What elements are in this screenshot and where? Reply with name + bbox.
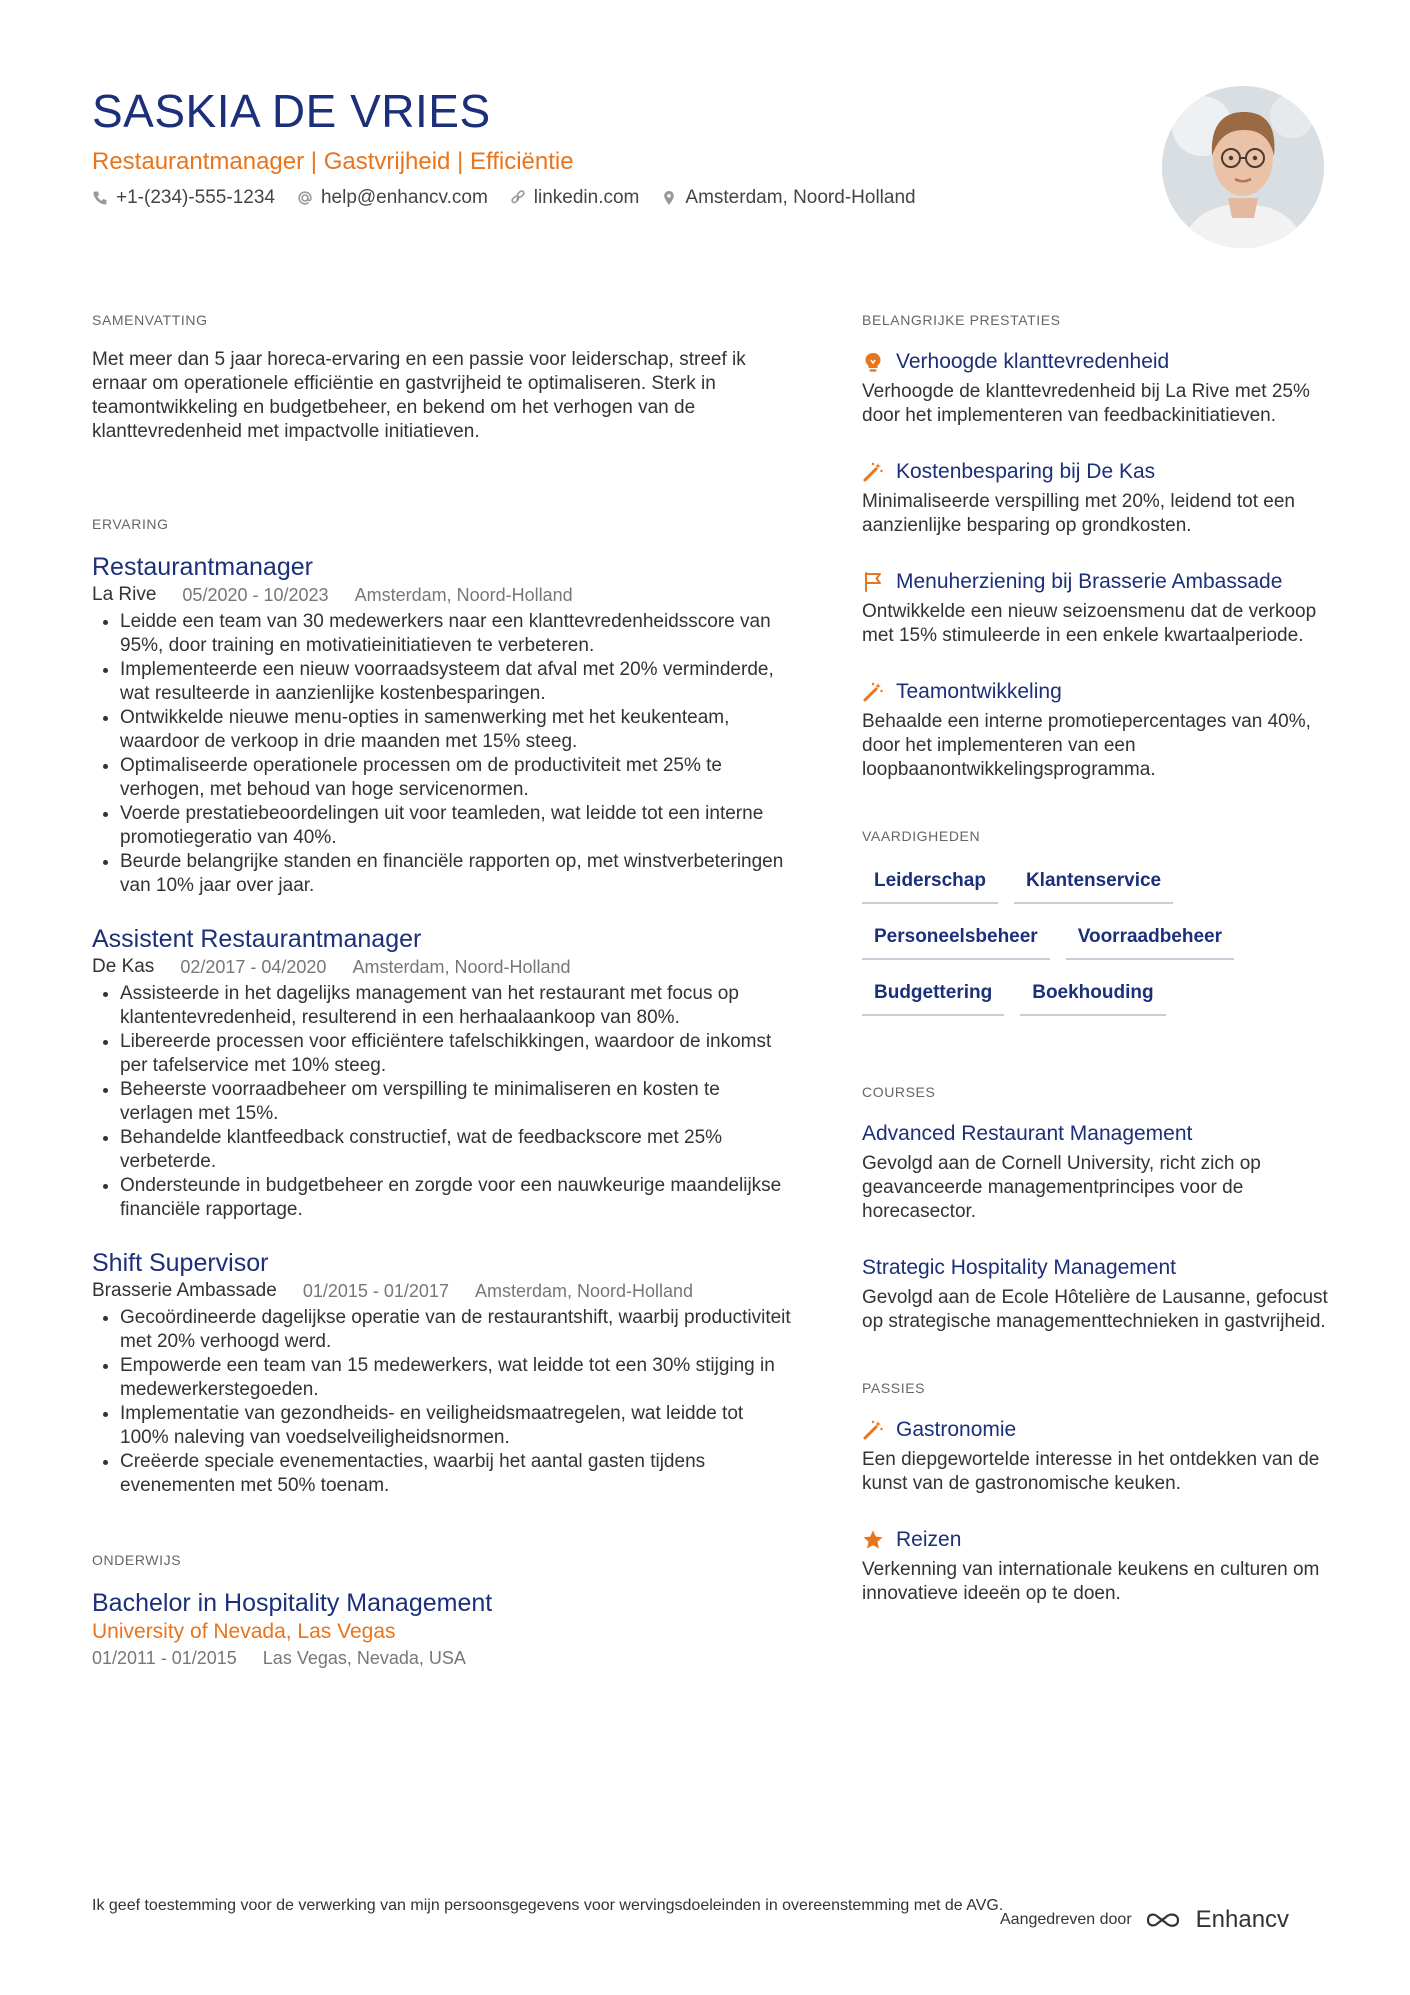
- skills-section: [862, 828, 1332, 1016]
- job-location: Amsterdam, Noord-Holland: [352, 957, 571, 977]
- magic-wand-icon: [862, 681, 884, 703]
- at-icon: [297, 190, 313, 206]
- passion-header: [862, 1416, 1332, 1444]
- course-desc: Gevolgd aan de Cornell University, richt zich op geavanceerde managementprincipes voor de horecasector.: [862, 1153, 1261, 1222]
- job-company: Brasserie Ambassade: [92, 1280, 277, 1301]
- job-title: Shift Supervisor: [92, 1249, 269, 1277]
- job-bullets: [92, 982, 792, 1222]
- skill-tag: Voorraadbeheer: [1066, 920, 1234, 960]
- course-desc: Gevolgd aan de Ecole Hôtelière de Lausanne, gefocust op strategische managementtechnieken in gastvrijheid.: [862, 1287, 1328, 1332]
- achievement-title: Kostenbesparing bij De Kas: [896, 460, 1156, 483]
- passion-item: [862, 1416, 1332, 1496]
- course-list: [862, 1120, 1332, 1334]
- education-dates: 01/2011 - 01/2015: [92, 1648, 237, 1668]
- job-bullet: • Leidde een team van 30 medewerkers naar een klanttevredenheidsscore van 95%, door training en motivatieinitiatieven te verbeteren.: [120, 610, 792, 658]
- achievements-heading: BELANGRIJKE PRESTATIES: [862, 312, 1061, 328]
- achievement-header: [862, 348, 1332, 376]
- job-bullet: • Beurde belangrijke standen en financiële rapporten op, met winstverbeteringen van 10% jaar over jaar.: [120, 850, 792, 898]
- job-bullet: • Creëerde speciale evenementacties, waarbij het aantal gasten tijdens evenementen met 50% toenam.: [120, 1450, 792, 1498]
- course-item: [862, 1254, 1332, 1334]
- job-bullet: • Ontwikkelde nieuwe menu-opties in samenwerking met het keukenteam, waardoor de verkoop in drie maanden met 15% steeg.: [120, 706, 792, 754]
- passions-heading: PASSIES: [862, 1380, 926, 1396]
- achievements-section: [862, 312, 1332, 782]
- phone-icon: [92, 190, 108, 206]
- course-item: [862, 1120, 1332, 1224]
- education-section: [92, 1552, 792, 1670]
- achievement-title: Menuherziening bij Brasserie Ambassade: [896, 570, 1283, 593]
- left-column: [92, 312, 792, 1670]
- consent-note: Ik geef toestemming voor de verwerking van mijn persoonsgegevens voor wervingsdoeleinden in overeenstemming met de AVG.: [92, 1897, 1004, 1914]
- job-meta: [92, 582, 792, 608]
- job-entry: [92, 1248, 792, 1498]
- achievement-header: [862, 458, 1332, 486]
- achievement-item: [862, 458, 1332, 538]
- job-dates: 01/2015 - 01/2017: [302, 1281, 449, 1301]
- achievement-desc: Ontwikkelde een nieuw seizoensmenu dat de verkoop met 15% stimuleerde in een enkele kwartaalperiode.: [862, 601, 1317, 646]
- achievement-list: [862, 348, 1332, 782]
- phone-text: +1-(234)-555-1234: [116, 187, 275, 208]
- passion-list: [862, 1416, 1332, 1606]
- job-bullet: • Assisteerde in het dagelijks management van het restaurant met focus op klantentevredenheid, resulterend in een herhaalaankoop van 80%.: [120, 982, 792, 1030]
- courses-section: [862, 1084, 1332, 1334]
- job-bullet: • Implementatie van gezondheids- en veiligheidsmaatregelen, wat leidde tot 100% naleving van voedselveiligheidsnormen.: [120, 1402, 792, 1450]
- location-pin-icon: [661, 190, 677, 206]
- contact-linkedin[interactable]: [510, 187, 640, 209]
- job-bullets: [92, 1306, 792, 1498]
- achievement-title: Verhoogde klanttevredenheid: [896, 350, 1170, 373]
- job-bullet: • Ondersteunde in budgetbeheer en zorgde voor een nauwkeurige maandelijkse financiële rapportage.: [120, 1174, 792, 1222]
- contact-bar: [92, 187, 916, 209]
- passion-title: Gastronomie: [896, 1418, 1017, 1441]
- location-text: Amsterdam, Noord-Holland: [685, 187, 916, 208]
- job-company: La Rive: [92, 584, 157, 605]
- job-bullet: • Empowerde een team van 15 medewerkers, wat leidde tot een 30% stijging in medewerkerstegoeden.: [120, 1354, 792, 1402]
- education-location: Las Vegas, Nevada, USA: [262, 1648, 466, 1668]
- candidate-name: SASKIA DE VRIES: [92, 85, 491, 137]
- skill-tag: Leiderschap: [862, 864, 998, 904]
- headline: Restaurantmanager | Gastvrijheid | Efficiëntie: [92, 148, 574, 175]
- achievement-item: [862, 568, 1332, 648]
- magic-wand-icon: [862, 1419, 884, 1441]
- powered-by-label: Aangedreven door: [1000, 1911, 1132, 1928]
- course-title: Strategic Hospitality Management: [862, 1256, 1176, 1279]
- job-meta: [92, 954, 792, 980]
- achievement-header: [862, 678, 1332, 706]
- skill-tag: Personeelsbeheer: [862, 920, 1050, 960]
- job-company: De Kas: [92, 956, 155, 977]
- brand-logo[interactable]: [1144, 1906, 1289, 1934]
- achievement-desc: Minimaliseerde verspilling met 20%, leidend tot een aanzienlijke besparing op grondkosten.: [862, 491, 1296, 536]
- job-bullet: • Behandelde klantfeedback constructief, wat de feedbackscore met 25% verbeterde.: [120, 1126, 792, 1174]
- job-location: Amsterdam, Noord-Holland: [354, 585, 573, 605]
- infinity-logo-icon: [1144, 1909, 1188, 1931]
- achievement-title: Teamontwikkeling: [896, 680, 1062, 703]
- summary-heading: SAMENVATTING: [92, 312, 208, 328]
- education-heading: ONDERWIJS: [92, 1552, 182, 1568]
- job-bullet: • Optimaliseerde operationele processen om de productiviteit met 25% te verhogen, met behoud van hoge servicenormen.: [120, 754, 792, 802]
- job-dates: 05/2020 - 10/2023: [182, 585, 329, 605]
- passion-header: [862, 1526, 1332, 1554]
- job-bullet: • Voerde prestatiebeoordelingen uit voor teamleden, wat leidde tot een interne promotiegeratio van 40%.: [120, 802, 792, 850]
- skill-tag: Budgettering: [862, 976, 1004, 1016]
- flag-icon: [862, 571, 884, 593]
- achievement-item: [862, 678, 1332, 782]
- powered-by: [1000, 1906, 1289, 1934]
- job-title: Assistent Restaurantmanager: [92, 925, 422, 953]
- passion-desc: Verkenning van internationale keukens en culturen om innovatieve ideeën op te doen.: [862, 1559, 1320, 1604]
- job-location: Amsterdam, Noord-Holland: [474, 1281, 694, 1301]
- job-bullet: • Gecoördineerde dagelijkse operatie van de restaurantshift, waarbij productiviteit met 20% verhoogd werd.: [120, 1306, 792, 1354]
- experience-heading: ERVARING: [92, 516, 169, 532]
- skill-list: [862, 864, 1302, 1016]
- right-column: [862, 312, 1332, 1636]
- contact-phone: [92, 187, 275, 209]
- passion-desc: Een diepgewortelde interesse in het ontdekken van de kunst van de gastronomische keuken.: [862, 1449, 1320, 1494]
- summary-text: Met meer dan 5 jaar horeca-ervaring en een passie voor leiderschap, streef ik ernaar om operationele efficiëntie en gastvrijheid te optimaliseren. Sterk in teamontwikkeling en budgetbeheer, en bekend om het verhogen van de klanttevredenheid met impactvolle initiatieven.: [92, 349, 746, 442]
- education-degree: Bachelor in Hospitality Management: [92, 1589, 493, 1617]
- achievement-item: [862, 348, 1332, 428]
- passions-section: [862, 1380, 1332, 1606]
- skill-tag: Klantenservice: [1014, 864, 1173, 904]
- brand-name: Enhancv: [1195, 1906, 1290, 1933]
- courses-heading: COURSES: [862, 1084, 936, 1100]
- course-title: Advanced Restaurant Management: [862, 1122, 1193, 1145]
- job-meta: [92, 1278, 792, 1304]
- experience-section: [92, 516, 792, 1498]
- job-entry: [92, 552, 792, 898]
- achievement-header: [862, 568, 1332, 596]
- contact-email[interactable]: [297, 187, 488, 209]
- magic-wand-icon: [862, 461, 884, 483]
- link-icon: [510, 190, 526, 206]
- contact-location: [661, 187, 915, 209]
- linkedin-text[interactable]: linkedin.com: [533, 187, 640, 208]
- education-meta: [92, 1646, 792, 1670]
- email-text[interactable]: help@enhancv.com: [320, 187, 488, 208]
- lightbulb-icon: [862, 351, 884, 373]
- achievement-desc: Behaalde een interne promotiepercentages van 40%, door het implementeren van een loopbaanontwikkelingsprogramma.: [862, 711, 1311, 780]
- summary-section: [92, 312, 792, 444]
- job-bullets: [92, 610, 792, 898]
- passion-item: [862, 1526, 1332, 1606]
- skill-tag: Boekhouding: [1020, 976, 1165, 1016]
- job-entry: [92, 924, 792, 1222]
- skills-heading: VAARDIGHEDEN: [862, 828, 981, 844]
- job-bullet: • Libereerde processen voor efficiëntere tafelschikkingen, waardoor de inkomst per tafelservice met 10% steeg.: [120, 1030, 792, 1078]
- job-list: [92, 552, 792, 1498]
- job-dates: 02/2017 - 04/2020: [180, 957, 327, 977]
- education-school: University of Nevada, Las Vegas: [92, 1620, 396, 1643]
- profile-photo: [1162, 86, 1324, 248]
- star-icon: [862, 1529, 884, 1551]
- job-title: Restaurantmanager: [92, 553, 313, 581]
- job-bullet: • Beheerste voorraadbeheer om verspilling te minimaliseren en kosten te verlagen met 15%.: [120, 1078, 792, 1126]
- job-bullet: • Implementeerde een nieuw voorraadsysteem dat afval met 20% verminderde, wat resulteerde in aanzienlijke kostenbesparingen.: [120, 658, 792, 706]
- passion-title: Reizen: [896, 1528, 962, 1551]
- achievement-desc: Verhoogde de klanttevredenheid bij La Rive met 25% door het implementeren van feedbackinitiatieven.: [862, 381, 1310, 426]
